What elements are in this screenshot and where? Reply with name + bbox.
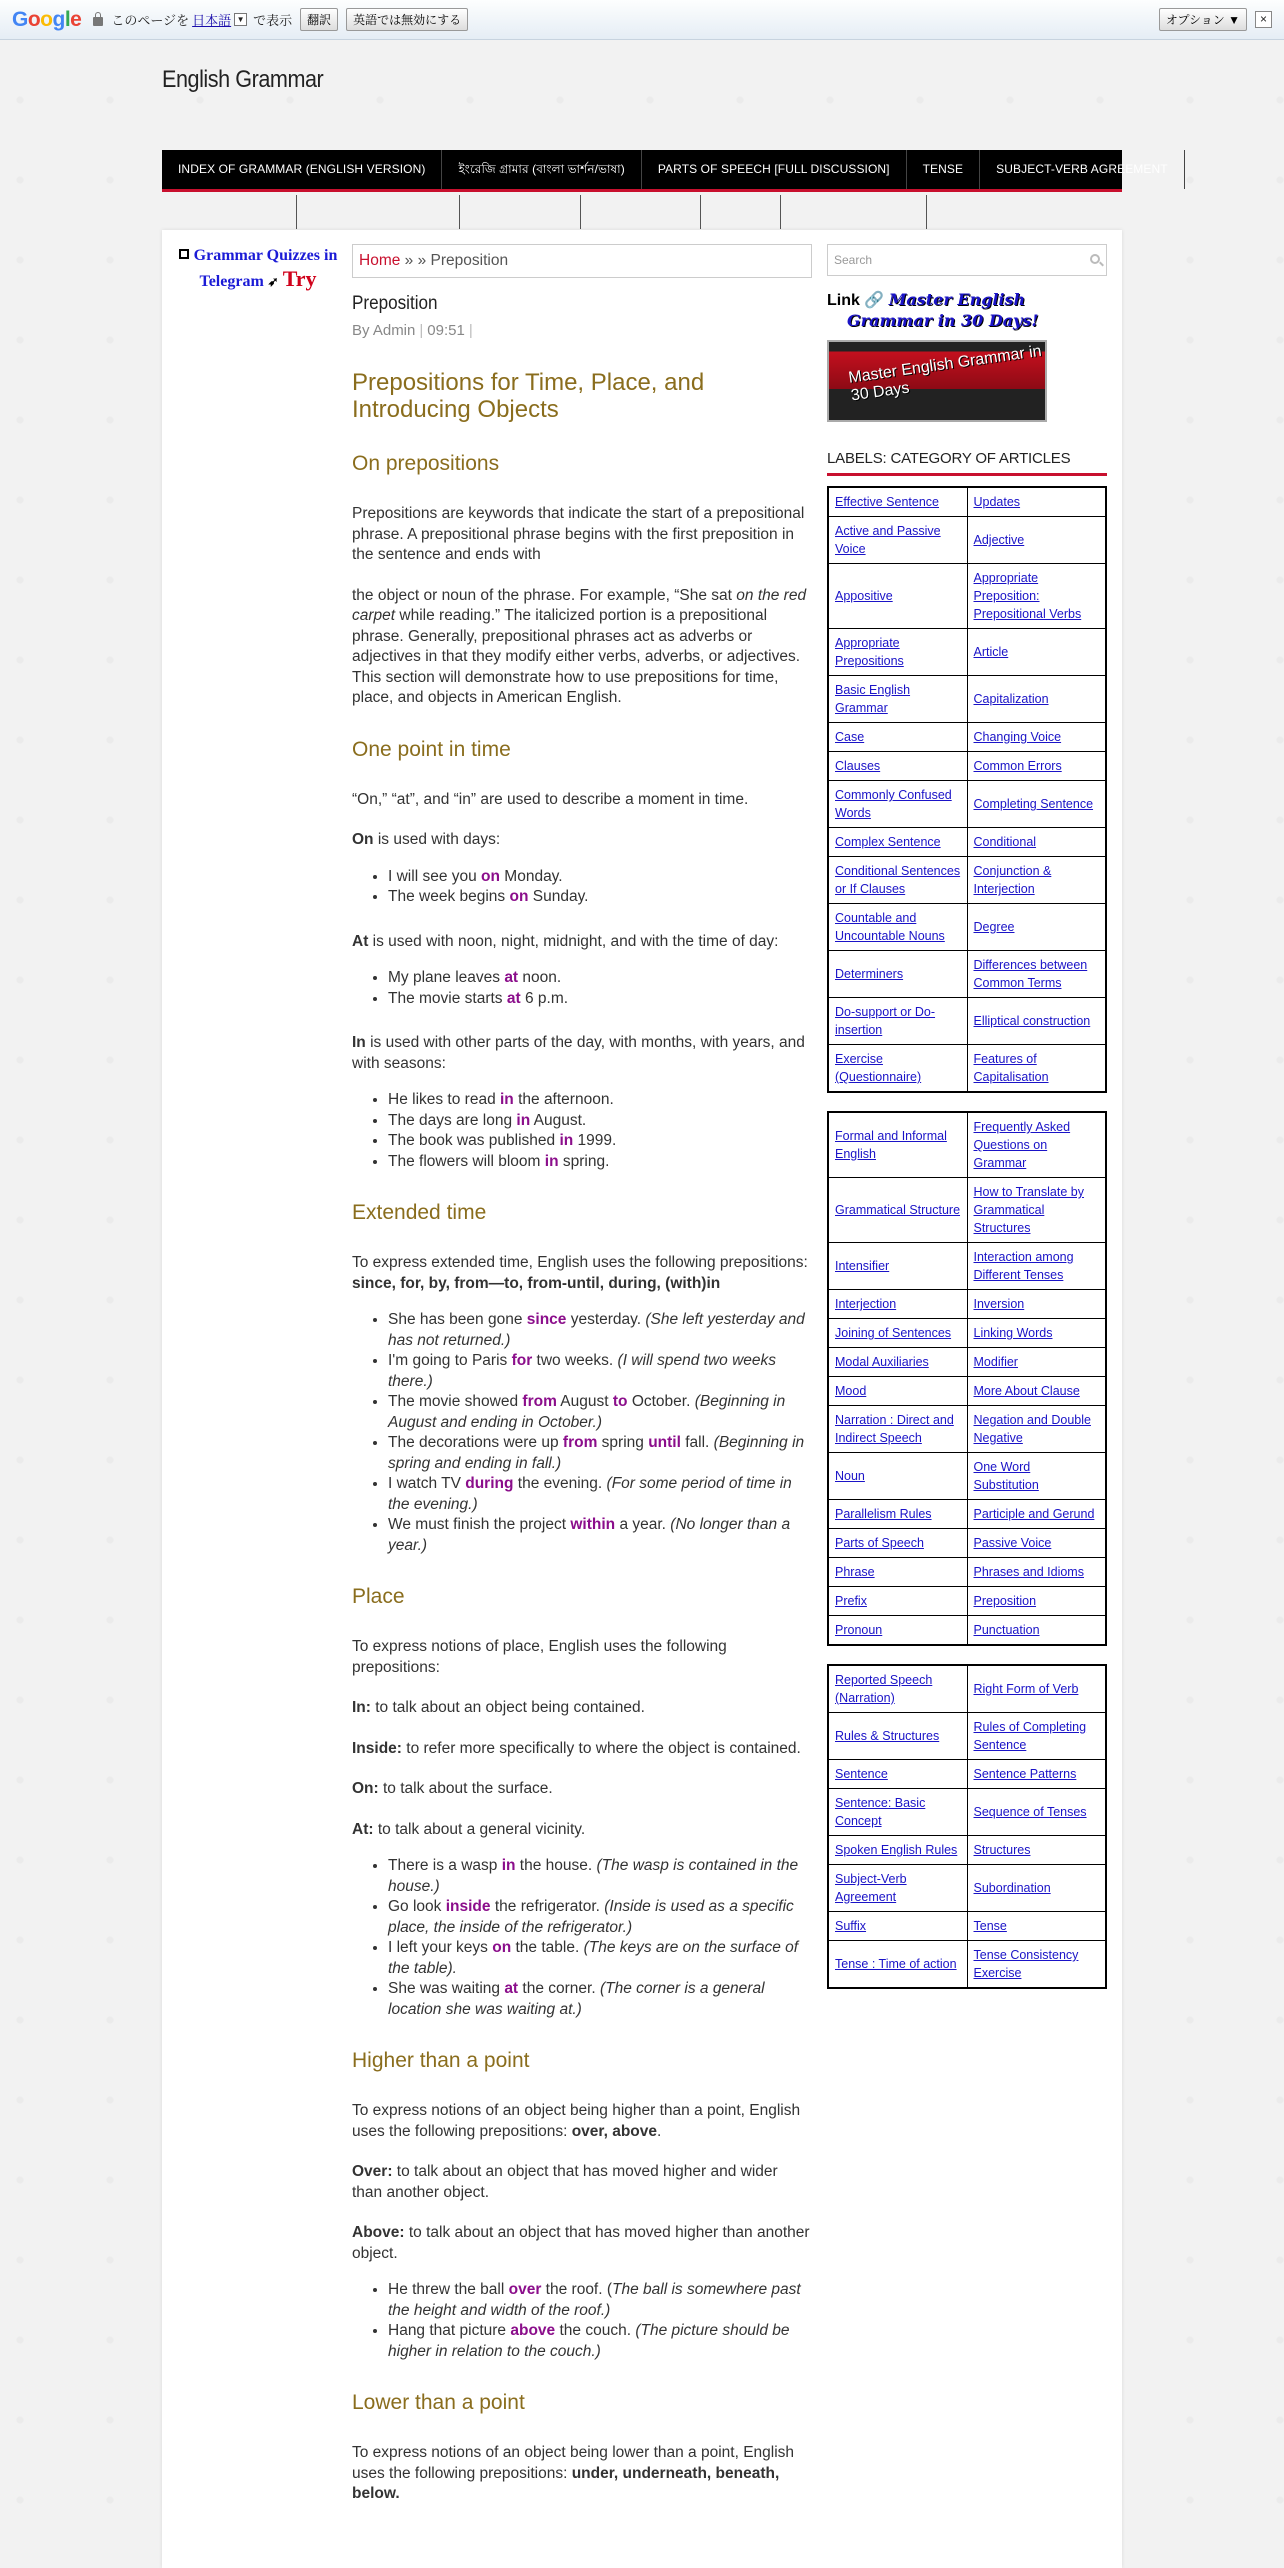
google-logo: Google <box>12 7 82 31</box>
paragraph: In is used with other parts of the day, with months, with years, and with seasons: <box>352 1034 805 1072</box>
list-item: • I left your keys on the table. (The keys are on the surface of the table). <box>388 1938 812 1979</box>
section-title-extended-time: Extended time <box>352 1201 487 1224</box>
paragraph: To express notions of an object being higher than a point, English uses the following prepositions: over, above. <box>352 2102 801 2140</box>
table-row <box>828 1377 1106 1406</box>
label-link[interactable]: Complex Sentence <box>828 828 967 857</box>
table-row <box>828 1529 1106 1558</box>
label-link[interactable]: Subordination <box>967 1865 1106 1912</box>
label-link[interactable]: Adjective <box>967 517 1106 564</box>
label-link[interactable]: Conditional Sentences or If Clauses <box>828 857 967 904</box>
link-icon: 🔗 <box>864 292 885 309</box>
post-author[interactable]: By Admin <box>352 321 416 339</box>
labels-table <box>827 1664 1107 1989</box>
label-link[interactable]: Completing Sentence <box>967 781 1106 828</box>
post-content <box>352 244 812 2525</box>
close-icon[interactable]: × <box>1255 11 1272 28</box>
label-link[interactable]: One Word Substitution <box>967 1453 1106 1500</box>
try-link[interactable]: Try <box>282 266 317 291</box>
label-link[interactable]: Differences between Common Terms <box>967 951 1106 998</box>
label-link[interactable]: Clauses <box>828 752 967 781</box>
label-link[interactable]: Spoken English Rules <box>828 1836 967 1865</box>
label-link[interactable]: Conjunction & Interjection <box>967 857 1106 904</box>
label-link[interactable]: Preposition <box>967 1587 1106 1616</box>
table-row <box>828 487 1106 517</box>
table-row <box>828 1500 1106 1529</box>
table-row <box>828 1941 1106 1989</box>
label-link[interactable]: Conditional <box>967 828 1106 857</box>
list-item: • She has been gone since yesterday. (She left yesterday and has not returned.) <box>388 1310 812 1351</box>
label-link[interactable]: Appropriate Prepositions <box>828 629 967 676</box>
table-row <box>828 1348 1106 1377</box>
label-link[interactable]: Appropriate Preposition: Prepositional Verbs <box>967 564 1106 629</box>
table-row <box>828 1453 1106 1500</box>
disable-translate-button[interactable]: 英語では無効にする <box>346 8 468 31</box>
paragraph: To express notions of an object being lower than a point, English uses the following prepositions: under, underneath, beneath, below. <box>352 2444 795 2502</box>
arrow-icon: ➶ <box>267 274 279 289</box>
nav-item-parts-of-speech[interactable]: PARTS OF SPEECH [FULL DISCUSSION] <box>642 150 907 189</box>
label-link[interactable]: Intensifier <box>828 1243 967 1290</box>
list-item: • My plane leaves at noon. <box>388 968 812 989</box>
paragraph: At is used with noon, night, midnight, and with the time of day: <box>352 932 779 950</box>
subnav-dividers <box>162 195 1122 229</box>
lock-icon <box>93 17 103 26</box>
label-link[interactable]: Sentence <box>828 1760 967 1789</box>
list-item: • She was waiting at the corner. (The corner is a general location she was waiting at.) <box>388 1979 812 2020</box>
label-link[interactable]: More About Clause <box>967 1377 1106 1406</box>
label-link[interactable]: Tense : Time of action <box>828 1941 967 1989</box>
label-link[interactable]: Article <box>967 629 1106 676</box>
label-link[interactable]: Punctuation <box>967 1616 1106 1646</box>
list-item: • He threw the ball over the roof. (The ball is somewhere past the height and width of the roof.) <box>388 2280 812 2321</box>
list-item: • The decorations were up from spring until fall. (Beginning in spring and ending in fall.) <box>388 1433 812 1474</box>
paragraph: To express notions of place, English uses the following prepositions: <box>352 1638 727 1676</box>
label-link[interactable]: Prefix <box>828 1587 967 1616</box>
breadcrumb-home[interactable]: Home <box>359 252 401 269</box>
label-link[interactable]: Linking Words <box>967 1319 1106 1348</box>
table-row <box>828 517 1106 564</box>
table-row <box>828 1760 1106 1789</box>
list-item: • He likes to read in the afternoon. <box>388 1090 812 1111</box>
label-link[interactable]: Commonly Confused Words <box>828 781 967 828</box>
section-title-on-prepositions: On prepositions <box>352 452 500 475</box>
table-row <box>828 1789 1106 1836</box>
label-link[interactable]: Phrase <box>828 1558 967 1587</box>
paragraph: Inside: to refer more specifically to where the object is contained. <box>352 1739 801 1757</box>
telegram-widget[interactable] <box>178 244 338 293</box>
label-link[interactable]: Grammatical Structure <box>828 1178 967 1243</box>
list-item: • The book was published in 1999. <box>388 1131 812 1152</box>
label-link[interactable]: Features of Capitalisation <box>967 1045 1106 1093</box>
table-row <box>828 1912 1106 1941</box>
label-link[interactable]: Suffix <box>828 1912 967 1941</box>
section-title-one-point: One point in time <box>352 737 511 761</box>
label-link[interactable]: Parallelism Rules <box>828 1500 967 1529</box>
label-link[interactable]: How to Translate by Grammatical Structures <box>967 1178 1106 1243</box>
label-link[interactable]: Sequence of Tenses <box>967 1789 1106 1836</box>
label-link[interactable]: Right Form of Verb <box>967 1665 1106 1713</box>
section-title-lower: Lower than a point <box>352 2391 525 2414</box>
paragraph: On: to talk about the surface. <box>352 1780 553 1797</box>
label-link[interactable]: Mood <box>828 1377 967 1406</box>
label-link[interactable]: Reported Speech (Narration) <box>828 1665 967 1713</box>
table-row <box>828 1587 1106 1616</box>
label-link[interactable]: Updates <box>967 487 1106 517</box>
breadcrumb-sep: » » <box>400 252 431 269</box>
label-link[interactable]: Participle and Gerund <box>967 1500 1106 1529</box>
list-item: • I will see you on Monday. <box>388 867 812 888</box>
nav-item-index[interactable]: INDEX OF GRAMMAR (ENGLISH VERSION) <box>162 150 442 189</box>
checkbox-icon <box>179 249 189 259</box>
translate-prefix: このページを <box>111 13 190 28</box>
breadcrumb <box>352 244 812 278</box>
table-row <box>828 1558 1106 1587</box>
list-item: • The movie starts at 6 p.m. <box>388 989 812 1010</box>
table-row <box>828 752 1106 781</box>
main-card <box>162 230 1122 2568</box>
example-list <box>388 867 812 908</box>
label-link[interactable]: Changing Voice <box>967 723 1106 752</box>
paragraph: In: to talk about an object being contained. <box>352 1699 645 1716</box>
label-link[interactable]: Rules of Completing Sentence <box>967 1713 1106 1760</box>
nav-item-tense[interactable]: TENSE <box>907 150 981 189</box>
language-link[interactable]: 日本語 <box>192 13 232 28</box>
table-row <box>828 676 1106 723</box>
table-row <box>828 723 1106 752</box>
table-row <box>828 951 1106 998</box>
list-item: • We must finish the project within a year. (No longer than a year.) <box>388 1515 812 1556</box>
options-button[interactable]: オプション ▼ <box>1159 8 1247 31</box>
paragraph: Prepositions are keywords that indicate the start of a prepositional phrase. A prepositional phrase begins with the first preposition in the sentence and ends with <box>352 505 805 563</box>
labels-table <box>827 1111 1107 1646</box>
paragraph: Above: to talk about an object that has moved higher than another object. <box>352 2224 810 2262</box>
list-item: • The week begins on Sunday. <box>388 887 812 908</box>
translate-suffix: で表示 <box>253 13 293 28</box>
table-row <box>828 1045 1106 1093</box>
table-row <box>828 1665 1106 1713</box>
label-link[interactable]: Phrases and Idioms <box>967 1558 1106 1587</box>
section-title-place: Place <box>352 1585 405 1608</box>
label-link[interactable]: Elliptical construction <box>967 998 1106 1045</box>
label-link[interactable]: Joining of Sentences <box>828 1319 967 1348</box>
label-link[interactable]: Capitalization <box>967 676 1106 723</box>
label-link[interactable]: Modifier <box>967 1348 1106 1377</box>
label-link[interactable]: Do-support or Do-insertion <box>828 998 967 1045</box>
paragraph: “On,” “at”, and “in” are used to describe a moment in time. <box>352 790 749 808</box>
example-list <box>388 968 812 1009</box>
label-link[interactable]: Tense <box>967 1912 1106 1941</box>
label-link[interactable]: Sentence: Basic Concept <box>828 1789 967 1836</box>
search-input[interactable] <box>827 244 1107 276</box>
table-row <box>828 564 1106 629</box>
sidebar <box>827 244 1107 2007</box>
table-row <box>828 998 1106 1045</box>
post-title: Preposition <box>352 293 438 314</box>
label-link[interactable]: Pronoun <box>828 1616 967 1646</box>
table-row <box>828 1836 1106 1865</box>
label-link[interactable]: Structures <box>967 1836 1106 1865</box>
master-grammar-link[interactable]: Link 🔗 Master English Grammar in 30 Days! <box>827 290 1039 330</box>
paragraph: Over: to talk about an object that has moved higher and wider than another object. <box>352 2163 778 2201</box>
label-link[interactable]: Subject-Verb Agreement <box>828 1865 967 1912</box>
table-row <box>828 1865 1106 1912</box>
table-row <box>828 857 1106 904</box>
label-link[interactable]: Exercise (Questionnaire) <box>828 1045 967 1093</box>
example-list <box>388 2280 812 2362</box>
label-link[interactable]: Appositive <box>828 564 967 629</box>
label-link[interactable]: Case <box>828 723 967 752</box>
list-item: • Hang that picture above the couch. (The picture should be higher in relation to the couch.) <box>388 2321 812 2362</box>
table-row <box>828 828 1106 857</box>
paragraph: At: to talk about a general vicinity. <box>352 1820 586 1838</box>
article-heading: Prepositions for Time, Place, and Introducing Objects <box>352 369 705 423</box>
labels-title: LABELS: CATEGORY OF ARTICLES <box>827 450 1107 476</box>
main-nav <box>162 150 1168 192</box>
label-link[interactable]: Basic English Grammar <box>828 676 967 723</box>
label-link[interactable]: Noun <box>828 1453 967 1500</box>
table-row <box>828 1178 1106 1243</box>
example-list <box>388 1310 812 1556</box>
label-link[interactable]: Active and Passive Voice <box>828 517 967 564</box>
label-link[interactable]: Inversion <box>967 1290 1106 1319</box>
table-row <box>828 1243 1106 1290</box>
list-item: • The days are long in August. <box>388 1111 812 1132</box>
nav-item-bangla[interactable]: ইংরেজি গ্রামার (বাংলা ভার্শন/ভাষা) <box>442 150 641 189</box>
label-link[interactable]: Formal and Informal English <box>828 1112 967 1178</box>
translate-button[interactable]: 翻訳 <box>300 8 338 31</box>
table-row <box>828 1290 1106 1319</box>
example-list <box>388 1856 812 2020</box>
paragraph: On is used with days: <box>352 831 501 848</box>
label-link[interactable]: Interjection <box>828 1290 967 1319</box>
search-icon[interactable] <box>1090 254 1100 264</box>
example-list <box>388 1090 812 1172</box>
table-row <box>828 629 1106 676</box>
label-link[interactable]: Passive Voice <box>967 1529 1106 1558</box>
telegram-line2[interactable]: Telegram <box>199 273 264 290</box>
label-link[interactable]: Narration : Direct and Indirect Speech <box>828 1406 967 1453</box>
site-title[interactable]: English Grammar <box>162 66 324 93</box>
list-item: • Go look inside the refrigerator. (Inside is used as a specific place, the inside of the refrigerator.) <box>388 1897 812 1938</box>
labels-table <box>827 486 1107 1093</box>
table-row <box>828 1112 1106 1178</box>
label-link[interactable]: Effective Sentence <box>828 487 967 517</box>
list-item: • I watch TV during the evening. (For some period of time in the evening.) <box>388 1474 812 1515</box>
table-row <box>828 1713 1106 1760</box>
label-link[interactable]: Degree <box>967 904 1106 951</box>
post-time[interactable]: 09:51 <box>427 321 465 339</box>
list-item: • The movie showed from August to October. (Beginning in August and ending in October.) <box>388 1392 812 1433</box>
master-grammar-banner[interactable]: Master English Grammar in 30 Days <box>827 340 1047 422</box>
list-item: • The flowers will bloom in spring. <box>388 1152 812 1173</box>
language-dropdown-icon[interactable]: ▼ <box>234 13 247 26</box>
search-placeholder: Search <box>834 253 873 267</box>
translate-bar <box>0 0 1284 40</box>
table-row <box>828 1616 1106 1646</box>
paragraph: To express extended time, English uses the following prepositions: since, for, by, from—to, from-until, during, (with)in <box>352 1254 808 1292</box>
telegram-line1[interactable]: Grammar Quizzes in <box>193 247 338 264</box>
list-item: • There is a wasp in the house. (The wasp is contained in the house.) <box>388 1856 812 1897</box>
label-link[interactable]: Common Errors <box>967 752 1106 781</box>
paragraph: the object or noun of the phrase. For example, “She sat on the red carpet while reading.” The italicized portion is a prepositional phrase. Generally, prepositional phrases act as adverbs or adjectives in that they modify either verbs, adverbs, or adjectives. This section will demonstrate how to use prepositions for time, place, and objects in American English. <box>352 586 807 706</box>
label-link[interactable]: Parts of Speech <box>828 1529 967 1558</box>
post-meta: By Admin | 09:51 | <box>352 321 473 339</box>
labels-tables <box>827 486 1107 1989</box>
label-link[interactable]: Interaction among Different Tenses <box>967 1243 1106 1290</box>
label-link[interactable]: Determiners <box>828 951 967 998</box>
list-item: • I'm going to Paris for two weeks. (I will spend two weeks there.) <box>388 1351 812 1392</box>
table-row <box>828 1319 1106 1348</box>
table-row <box>828 904 1106 951</box>
label-link[interactable]: Sentence Patterns <box>967 1760 1106 1789</box>
nav-item-subject-verb[interactable]: SUBJECT-VERB AGREEMENT <box>980 150 1185 189</box>
table-row <box>828 781 1106 828</box>
label-link[interactable]: Countable and Uncountable Nouns <box>828 904 967 951</box>
section-title-higher: Higher than a point <box>352 2049 530 2072</box>
label-link[interactable]: Tense Consistency Exercise <box>967 1941 1106 1989</box>
label-link[interactable]: Frequently Asked Questions on Grammar <box>967 1112 1106 1178</box>
breadcrumb-current: Preposition <box>430 252 509 269</box>
label-link[interactable]: Negation and Double Negative <box>967 1406 1106 1453</box>
label-link[interactable]: Modal Auxiliaries <box>828 1348 967 1377</box>
label-link[interactable]: Rules & Structures <box>828 1713 967 1760</box>
table-row <box>828 1406 1106 1453</box>
